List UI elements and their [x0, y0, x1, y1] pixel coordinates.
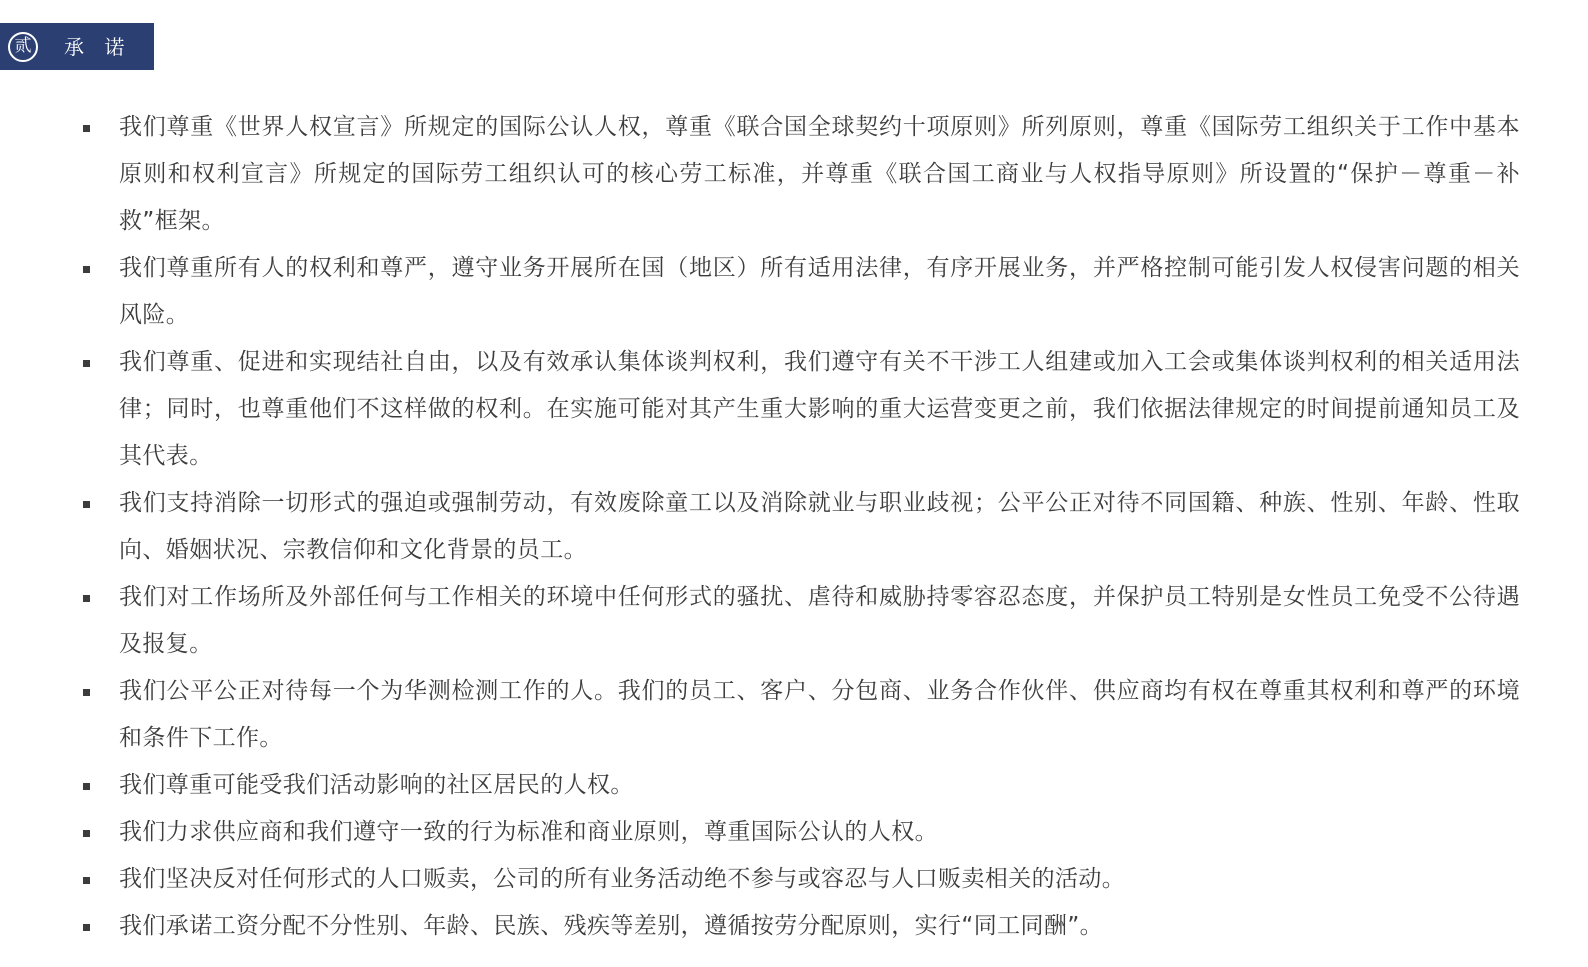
section-number-badge: 贰: [8, 32, 38, 62]
commitment-text: 我们公平公正对待每一个为华测检测工作的人。我们的员工、客户、分包商、业务合作伙伴、供应商均有权在尊重其权利和尊严的环境和条件下工作。: [119, 678, 1520, 751]
commitment-text: 我们承诺工资分配不分性别、年龄、民族、残疾等差别，遵循按劳分配原则，实行“同工同酬”。: [119, 913, 1104, 939]
square-bullet-icon: [83, 689, 90, 696]
square-bullet-icon: [83, 924, 90, 931]
square-bullet-icon: [83, 501, 90, 508]
commitment-item: [0, 903, 1588, 950]
square-bullet-icon: [83, 360, 90, 367]
commitment-item: [0, 339, 1588, 480]
commitment-text: 我们尊重、促进和实现结社自由，以及有效承认集体谈判权利，我们遵守有关不干涉工人组建或加入工会或集体谈判权利的相关适用法律；同时，也尊重他们不这样做的权利。在实施可能对其产生重大影响的重大运营变更之前，我们依据法律规定的时间提前通知员工及其代表。: [119, 349, 1520, 469]
square-bullet-icon: [83, 266, 90, 273]
commitment-item: [0, 480, 1588, 574]
commitment-text: 我们尊重《世界人权宣言》所规定的国际公认人权，尊重《联合国全球契约十项原则》所列原则，尊重《国际劳工组织关于工作中基本原则和权利宣言》所规定的国际劳工组织认可的核心劳工标准，并尊重《联合国工商业与人权指导原则》所设置的“保护－尊重－补救”框架。: [119, 114, 1520, 234]
section-header: [0, 23, 154, 70]
commitment-text: 我们支持消除一切形式的强迫或强制劳动，有效废除童工以及消除就业与职业歧视；公平公正对待不同国籍、种族、性别、年龄、性取向、婚姻状况、宗教信仰和文化背景的员工。: [119, 490, 1520, 563]
commitment-text: 我们对工作场所及外部任何与工作相关的环境中任何形式的骚扰、虐待和威胁持零容忍态度，并保护员工特别是女性员工免受不公待遇及报复。: [119, 584, 1520, 657]
commitment-text: 我们尊重所有人的权利和尊严，遵守业务开展所在国（地区）所有适用法律，有序开展业务，并严格控制可能引发人权侵害问题的相关风险。: [119, 255, 1520, 328]
commitment-text: 我们力求供应商和我们遵守一致的行为标准和商业原则，尊重国际公认的人权。: [119, 819, 938, 845]
square-bullet-icon: [83, 877, 90, 884]
square-bullet-icon: [83, 595, 90, 602]
commitment-text: 我们尊重可能受我们活动影响的社区居民的人权。: [119, 772, 634, 798]
commitment-list: [0, 104, 1588, 950]
commitment-text: 我们坚决反对任何形式的人口贩卖，公司的所有业务活动绝不参与或容忍与人口贩卖相关的活动。: [119, 866, 1126, 892]
square-bullet-icon: [83, 830, 90, 837]
commitment-item: [0, 762, 1588, 809]
commitment-item: [0, 856, 1588, 903]
commitment-item: [0, 809, 1588, 856]
commitment-item: [0, 104, 1588, 245]
commitment-item: [0, 574, 1588, 668]
square-bullet-icon: [83, 125, 90, 132]
square-bullet-icon: [83, 783, 90, 790]
commitment-item: [0, 668, 1588, 762]
commitment-item: [0, 245, 1588, 339]
section-title: 承 诺: [64, 34, 132, 59]
